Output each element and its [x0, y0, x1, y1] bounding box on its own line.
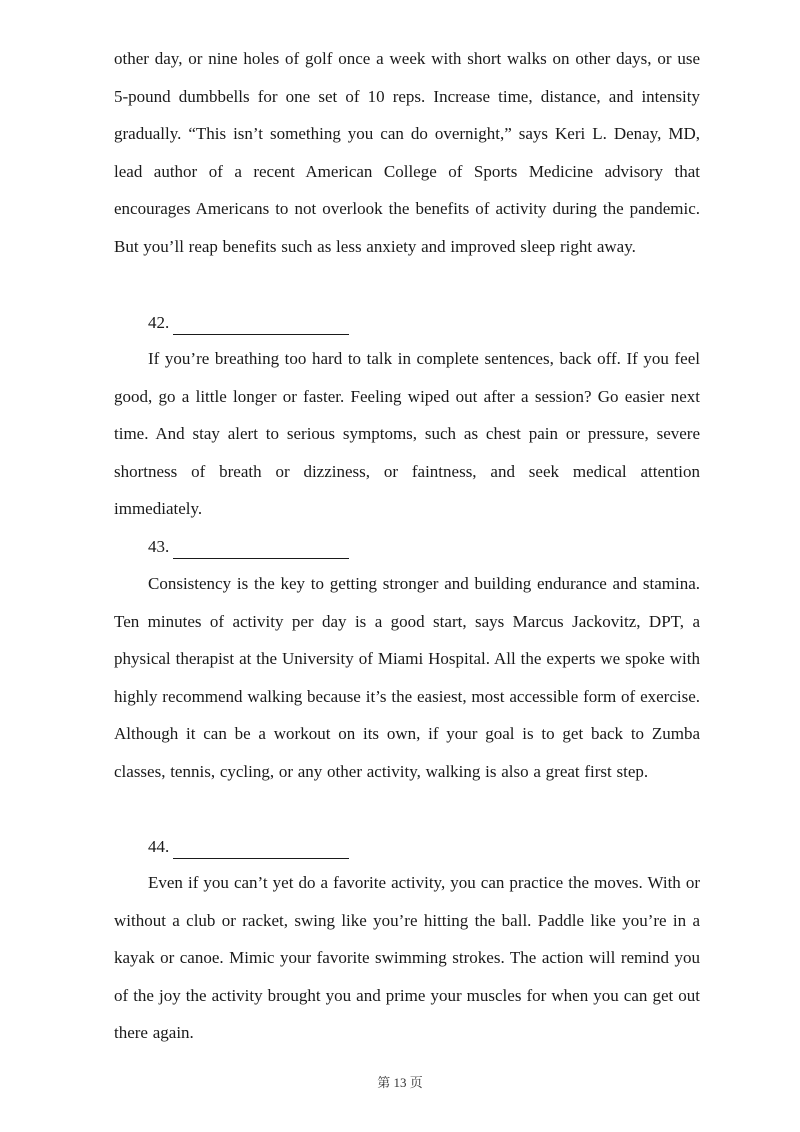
paragraph-4: Even if you can’t yet do a favorite activity, you can practice the moves. With or without a club or racket, swing like you’re hitting the ball. Paddle like you’re in a kayak or canoe. Mimic your favorite swimming strokes. The action will remind you of the joy the activity brought you and prime your muscles for when you can get out there again. — [114, 873, 700, 1042]
paragraph-2: If you’re breathing too hard to talk in complete sentences, back off. If you feel good, go a little longer or faster. Feeling wiped out after a session? Go easier next time. And stay alert to serious symptoms, such as chest pain or pressure, severe shortness of breath or dizziness, or faintness, and seek medical attention immediately. — [114, 349, 700, 518]
question-number: 44. — [148, 837, 170, 856]
paragraph-3: Consistency is the key to getting stronger and building endurance and stamina. Ten minutes of activity per day is a good start, says Marcus Jackovitz, DPT, a physical therapist at the University of Miami Hospital. All the experts we spoke with highly recommend walking because it’s the easiest, most accessible form of exercise. Although it can be a workout on its own, if your goal is to get back to Zumba classes, tennis, cycling, or any other activity, walking is also a great first step. — [114, 574, 700, 781]
question-number: 43. — [148, 537, 170, 556]
paragraph-1: other day, or nine holes of golf once a week with short walks on other days, or use 5-pound dumbbells for one set of 10 reps. Increase time, distance, and intensity gradually. “This isn’t something you can do overnight,” says Keri L. Denay, MD, lead author of a recent American College of Sports Medicine advisory that encourages Americans to not overlook the benefits of activity during the pandemic. But you’ll reap benefits such as less anxiety and improved sleep right away. — [114, 49, 700, 256]
answer-blank[interactable] — [173, 838, 349, 859]
page-number: 第 13 页 — [377, 1075, 423, 1090]
question-42 — [148, 311, 349, 335]
question-43 — [148, 535, 349, 559]
answer-blank[interactable] — [173, 314, 349, 335]
answer-blank[interactable] — [173, 538, 349, 559]
question-number: 42. — [148, 313, 170, 332]
question-44 — [148, 835, 349, 859]
